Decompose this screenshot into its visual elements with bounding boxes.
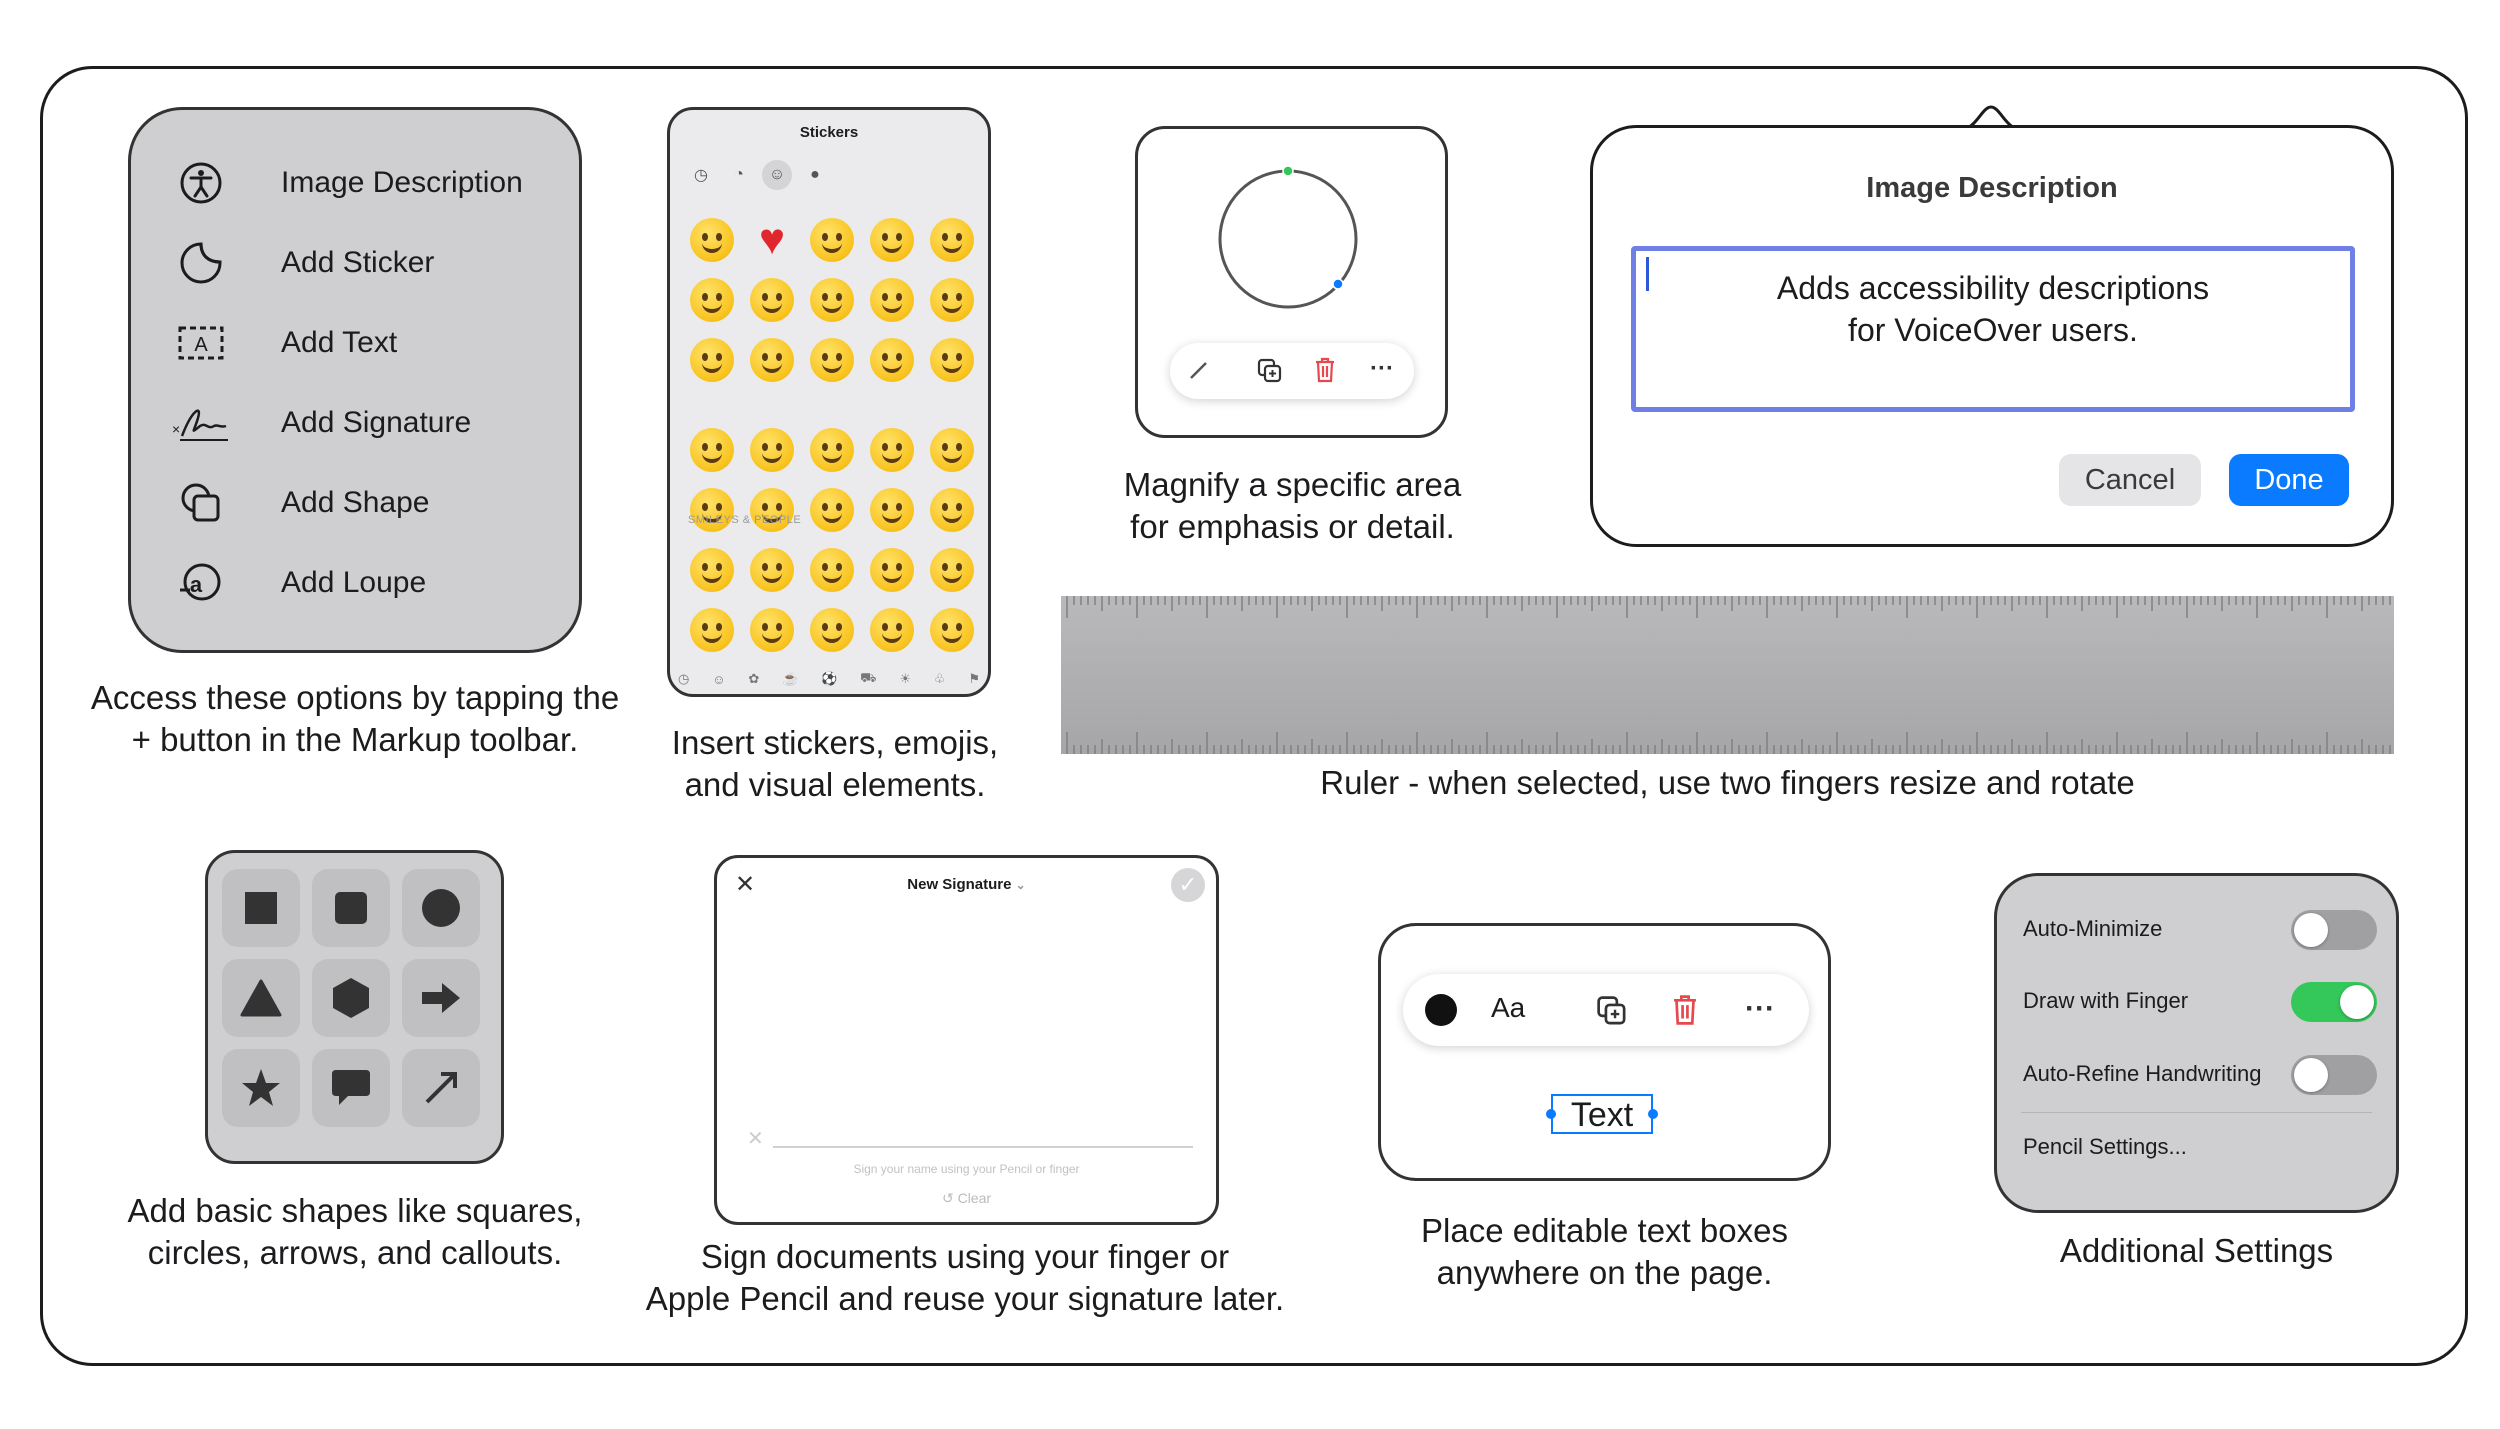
signature-hint: Sign your name using your Pencil or finger	[853, 1162, 1080, 1176]
smiley-emoji[interactable]	[870, 278, 914, 322]
emoji-mouth	[882, 300, 902, 313]
emoji-mouth	[822, 450, 842, 463]
pencil-icon[interactable]	[1186, 357, 1212, 388]
emoji-tab-icon[interactable]: ☺	[762, 160, 792, 190]
emoji-mouth	[942, 240, 962, 253]
emoji-mouth	[882, 450, 902, 463]
menu-item-label: Image Description	[281, 166, 523, 199]
emoji-mouth	[762, 360, 782, 373]
emoji-mouth	[882, 510, 902, 523]
memoji-tab-icon[interactable]: ●	[810, 166, 820, 183]
smiley-emoji[interactable]	[870, 548, 914, 592]
more-icon[interactable]: ···	[1745, 992, 1775, 1025]
smiley-emoji[interactable]	[810, 218, 854, 262]
rounded-square-shape-button[interactable]	[312, 869, 390, 947]
smiley-emoji[interactable]	[750, 548, 794, 592]
emoji-mouth	[822, 630, 842, 643]
smiley-emoji[interactable]	[930, 608, 974, 652]
menu-item-label: Add Text	[281, 326, 398, 359]
smiley-emoji[interactable]	[690, 218, 734, 262]
menu-item-label: Add Shape	[281, 486, 430, 519]
svg-text:a: a	[189, 572, 203, 597]
svg-text:×: ×	[172, 421, 181, 437]
toggle-knob	[2294, 1058, 2328, 1092]
signature-icon	[171, 393, 231, 453]
stickers-caption: Insert stickers, emojis, and visual elements.	[671, 724, 999, 803]
description-text-field[interactable]: Adds accessibility descriptions for VoiceOver users.	[1631, 246, 2355, 412]
cancel-button[interactable]: Cancel	[2059, 454, 2201, 506]
smiley-emoji[interactable]	[930, 428, 974, 472]
editable-text-box[interactable]: Text	[1551, 1094, 1653, 1134]
font-button[interactable]: Aa	[1491, 992, 1526, 1023]
food-icon[interactable]: ☕	[782, 671, 799, 686]
smiley-icon[interactable]: ☺	[712, 671, 726, 687]
section-label: SMILEYS & PEOPLE	[688, 514, 802, 526]
svg-text:A: A	[194, 334, 208, 356]
text-caption: Place editable text boxes anywhere on the page.	[1421, 1212, 1788, 1291]
arrow-shape-button[interactable]	[402, 959, 480, 1037]
stickers-title: Stickers	[799, 124, 859, 141]
smiley-emoji[interactable]	[870, 428, 914, 472]
emoji-mouth	[702, 300, 722, 313]
menu-item-add-shape[interactable]	[171, 473, 430, 533]
signature-caption: Sign documents using your finger or Apple Pencil and reuse your signature later.	[645, 1238, 1285, 1317]
menu-item-label: Add Signature	[281, 406, 472, 439]
emoji-mouth	[882, 360, 902, 373]
emoji-mouth	[822, 570, 842, 583]
emoji-mouth	[882, 630, 902, 643]
setting-auto-minimize: Auto-Minimize	[2023, 916, 2163, 941]
pencil-settings-link[interactable]: Pencil Settings...	[2023, 1134, 2187, 1159]
recent-icon[interactable]: ◷	[694, 167, 708, 184]
smiley-emoji[interactable]	[870, 488, 914, 532]
resize-handle-right[interactable]	[1648, 1109, 1658, 1119]
smiley-emoji[interactable]	[690, 428, 734, 472]
emoji-mouth	[822, 510, 842, 523]
more-icon[interactable]: ···	[1370, 355, 1394, 382]
text-tool-panel	[1378, 923, 1831, 1181]
emoji-mouth	[762, 450, 782, 463]
callout-shape-button[interactable]	[312, 1049, 390, 1127]
shape-icon	[171, 473, 231, 533]
menu-item-image-description[interactable]	[171, 153, 523, 213]
emoji-mouth	[702, 240, 722, 253]
chevron-down-icon: ⌄	[1015, 878, 1026, 892]
emoji-mouth	[762, 630, 782, 643]
square-shape-button[interactable]	[222, 869, 300, 947]
toggle-knob	[2340, 985, 2374, 1019]
menu-item-add-signature[interactable]	[171, 393, 472, 453]
animal-icon[interactable]: ✿	[748, 671, 760, 686]
smiley-emoji[interactable]	[750, 608, 794, 652]
smiley-emoji[interactable]	[690, 608, 734, 652]
emoji-mouth	[942, 510, 962, 523]
ball-icon[interactable]: ⚽	[821, 671, 838, 686]
signature-title[interactable]: New Signature ⌄	[907, 876, 1026, 893]
emoji-mouth	[882, 570, 902, 583]
emoji-mouth	[882, 240, 902, 253]
confirm-check-icon[interactable]: ✓	[1171, 868, 1205, 902]
emoji-mouth	[822, 300, 842, 313]
baseline-x-icon: ✕	[747, 1128, 764, 1150]
recent-icon[interactable]: ◷	[678, 671, 690, 686]
auto-refine-handwriting-toggle[interactable]	[2291, 1055, 2377, 1095]
shapes-caption: Add basic shapes like squares, circles, arrows, and callouts.	[127, 1192, 583, 1271]
text-box-icon	[171, 313, 231, 373]
sticker-icon	[171, 233, 231, 293]
loupe-panel	[1135, 126, 1448, 438]
duplicate-icon[interactable]	[1256, 357, 1284, 390]
smiley-emoji[interactable]	[690, 338, 734, 382]
settings-panel	[1994, 873, 2399, 1213]
setting-draw-with-finger: Draw with Finger	[2023, 988, 2189, 1013]
sticker-tab-icon[interactable]: ◔	[734, 166, 744, 183]
dialog-title: Image Description	[1866, 172, 2118, 204]
menu-item-label: Add Sticker	[281, 246, 435, 279]
ruler-caption: Ruler - when selected, use two fingers resize and rotate	[1320, 764, 2135, 801]
emoji-mouth	[942, 300, 962, 313]
loupe-caption: Magnify a specific area for emphasis or detail.	[1123, 466, 1462, 545]
trash-icon[interactable]	[1669, 993, 1701, 1032]
smiley-emoji[interactable]	[690, 278, 734, 322]
circle-shape-button[interactable]	[402, 869, 480, 947]
emoji-mouth	[822, 240, 842, 253]
smiley-emoji[interactable]	[930, 548, 974, 592]
auto-minimize-toggle[interactable]	[2291, 910, 2377, 950]
emoji-mouth	[762, 300, 782, 313]
smiley-emoji[interactable]	[810, 428, 854, 472]
menu-item-add-text[interactable]	[171, 313, 398, 373]
emoji-mouth	[942, 450, 962, 463]
smiley-emoji[interactable]	[870, 608, 914, 652]
emoji-mouth	[942, 570, 962, 583]
smiley-emoji[interactable]	[810, 278, 854, 322]
done-button[interactable]: Done	[2229, 454, 2349, 506]
emoji-mouth	[702, 450, 722, 463]
image-description-dialog	[1590, 125, 2394, 547]
stickers-panel	[667, 107, 991, 697]
trash-icon[interactable]	[1312, 356, 1338, 389]
menu-item-add-loupe[interactable]	[171, 553, 427, 613]
setting-auto-refine-handwriting: Auto-Refine Handwriting	[2023, 1061, 2262, 1086]
smiley-emoji[interactable]	[930, 278, 974, 322]
smiley-emoji[interactable]	[810, 338, 854, 382]
color-swatch-icon[interactable]	[1425, 994, 1457, 1026]
line-arrow-shape-button[interactable]	[402, 1049, 480, 1127]
text-caret	[1646, 257, 1649, 291]
emoji-mouth	[822, 360, 842, 373]
close-icon[interactable]: ✕	[735, 871, 756, 898]
emoji-mouth	[702, 630, 722, 643]
smiley-emoji[interactable]	[870, 218, 914, 262]
emoji-mouth	[702, 360, 722, 373]
smiley-emoji[interactable]	[810, 548, 854, 592]
signature-baseline	[773, 1146, 1193, 1148]
loupe-toolbar	[1170, 343, 1414, 399]
smiley-emoji[interactable]	[930, 338, 974, 382]
smiley-emoji[interactable]	[930, 218, 974, 262]
ruler[interactable]	[1061, 596, 2394, 754]
hexagon-shape-button[interactable]	[312, 959, 390, 1037]
markup-add-menu	[128, 107, 582, 653]
emoji-mouth	[942, 360, 962, 373]
bulb-icon[interactable]: ☀	[899, 671, 911, 686]
shapes-panel	[205, 850, 504, 1164]
undo-icon: ↺	[941, 1190, 954, 1206]
flag-icon[interactable]: ⚑	[968, 671, 980, 686]
emoji-mouth	[702, 570, 722, 583]
smiley-emoji[interactable]	[750, 278, 794, 322]
divider	[2021, 1112, 2372, 1113]
emoji-category-bar	[678, 668, 980, 690]
smiley-emoji[interactable]	[930, 488, 974, 532]
smiley-emoji[interactable]	[810, 488, 854, 532]
text-toolbar	[1403, 974, 1809, 1046]
menu-item-add-sticker[interactable]	[171, 233, 435, 293]
smiley-emoji[interactable]	[690, 548, 734, 592]
smiley-emoji[interactable]	[750, 338, 794, 382]
accessibility-icon	[171, 153, 231, 213]
clear-button[interactable]: ↺ Clear	[941, 1190, 992, 1206]
emoji-mouth	[942, 630, 962, 643]
settings-caption: Additional Settings	[2059, 1232, 2334, 1269]
star-shape-button[interactable]	[222, 1049, 300, 1127]
draw-with-finger-toggle[interactable]	[2291, 982, 2377, 1022]
smiley-emoji[interactable]	[870, 338, 914, 382]
toggle-knob	[2294, 913, 2328, 947]
symbol-icon[interactable]: ♧	[933, 671, 946, 686]
menu-caption: Access these options by tapping the + button in the Markup toolbar.	[90, 679, 620, 758]
emoji-mouth	[762, 570, 782, 583]
car-icon[interactable]: ⛟	[860, 670, 877, 685]
duplicate-icon[interactable]	[1595, 994, 1629, 1033]
loupe-circle[interactable]	[1208, 159, 1368, 319]
resize-handle-left[interactable]	[1546, 1109, 1556, 1119]
smiley-emoji[interactable]	[750, 428, 794, 472]
heart-emoji[interactable]: ♥	[758, 215, 786, 264]
smiley-emoji[interactable]	[810, 608, 854, 652]
ruler-ticks	[1061, 596, 2394, 754]
loupe-icon	[171, 553, 231, 613]
triangle-shape-button[interactable]	[222, 959, 300, 1037]
menu-item-label: Add Loupe	[281, 566, 427, 599]
signature-panel	[714, 855, 1219, 1225]
